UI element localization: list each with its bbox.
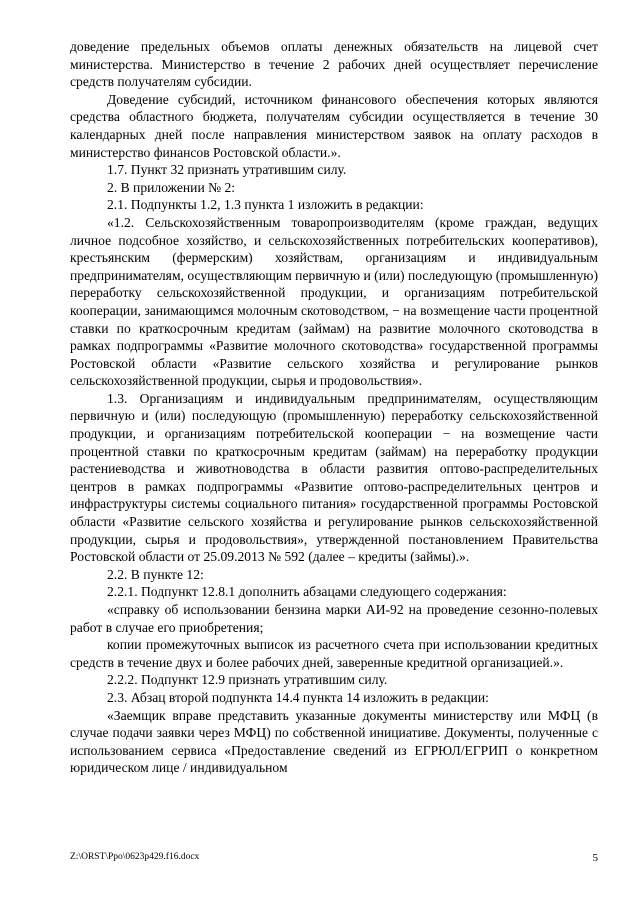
- paragraph-7: 1.3. Организациям и индивидуальным предпринимателям, осуществляющим первичную и (или) последующую (промышленную) переработку сельскохозяйственной продукции, и организациям потребительской кооперации − на возмещение части процентной ставки по краткосрочным кредитам (займам) на переработку продукции растениеводства и животноводства в области развития оптово-распределительных центров в рамках подпрограммы «Развитие оптово-распределительных центров и инфраструктуры системы социального питания» государственной программы Ростовской области «Развитие сельского хозяйства и регулирование рынков сельскохозяйственной продукции, сырья и продовольствия», утвержденной постановлением Правительства Ростовской области от 25.09.2013 № 592 (далее – кредиты (займы).».: [70, 390, 598, 565]
- paragraph-9: 2.2.1. Подпункт 12.8.1 дополнить абзацами следующего содержания:: [107, 584, 507, 600]
- paragraph-13: 2.3. Абзац второй подпункта 14.4 пункта 14 изложить в редакции:: [107, 689, 489, 705]
- page-number: 5: [592, 852, 598, 864]
- paragraph-2: Доведение субсидий, источником финансового обеспечения которых являются средства областного бюджета, получателям субсидии осуществляется в течение 30 календарных дней после направления министерством заявок на оплату расходов в министерство финансов Ростовской области.».: [70, 91, 598, 160]
- paragraph-12: 2.2.2. Подпункт 12.9 признать утратившим силу.: [107, 672, 388, 688]
- page-footer: [70, 852, 598, 862]
- paragraph-3: 1.7. Пункт 32 признать утратившим силу.: [107, 162, 347, 178]
- paragraph-1: доведение предельных объемов оплаты денежных обязательств на лицевой счет министерства. Министерство в течение 2 рабочих дней осуществляет перечисление средств получателям субсидии.: [70, 39, 598, 90]
- paragraph-14: «Заемщик вправе представить указанные документы министерству или МФЦ (в случае подачи заявки через МФЦ) по собственной инициативе. Документы, полученные с использованием сервиса «Предоставление сведений из ЕГРЮЛ/ЕГРИП о конкретном юридическом лице / индивидуальном: [70, 707, 598, 776]
- paragraph-6: «1.2. Сельскохозяйственным товаропроизводителям (кроме граждан, ведущих личное подсобное хозяйство, и сельскохозяйственных потребительских кооперативов), крестьянским (фермерским) хозяйствам, организациям и индивидуальным предпринимателям, осуществляющим первичную и (или) последующую (промышленную) переработку сельскохозяйственной продукции, и организациям потребительской кооперации, занимающимся молочным скотоводством, − на возмещение части процентной ставки по краткосрочным кредитам (займам) на развитие молочного скотоводства в рамках подпрограммы «Развитие молочного скотоводства» государственной программы Ростовской области «Развитие сельского хозяйства и регулирование рынков сельскохозяйственной продукции, сырья и продовольствия».: [70, 214, 598, 389]
- paragraph-4: 2. В приложении № 2:: [107, 179, 236, 195]
- file-path: Z:\ORST\Ppo\0623p429.f16.docx: [70, 852, 200, 862]
- document-body: [70, 38, 598, 777]
- paragraph-5: 2.1. Подпункты 1.2, 1.3 пункта 1 изложить в редакции:: [107, 197, 424, 213]
- paragraph-8: 2.2. В пункте 12:: [107, 566, 204, 582]
- paragraph-10: «справку об использовании бензина марки АИ-92 на проведение сезонно-полевых работ в случае его приобретения;: [70, 602, 598, 635]
- paragraph-11: копии промежуточных выписок из расчетного счета при использовании кредитных средств в течение двух и более рабочих дней, заверенные кредитной организацией.».: [70, 637, 598, 670]
